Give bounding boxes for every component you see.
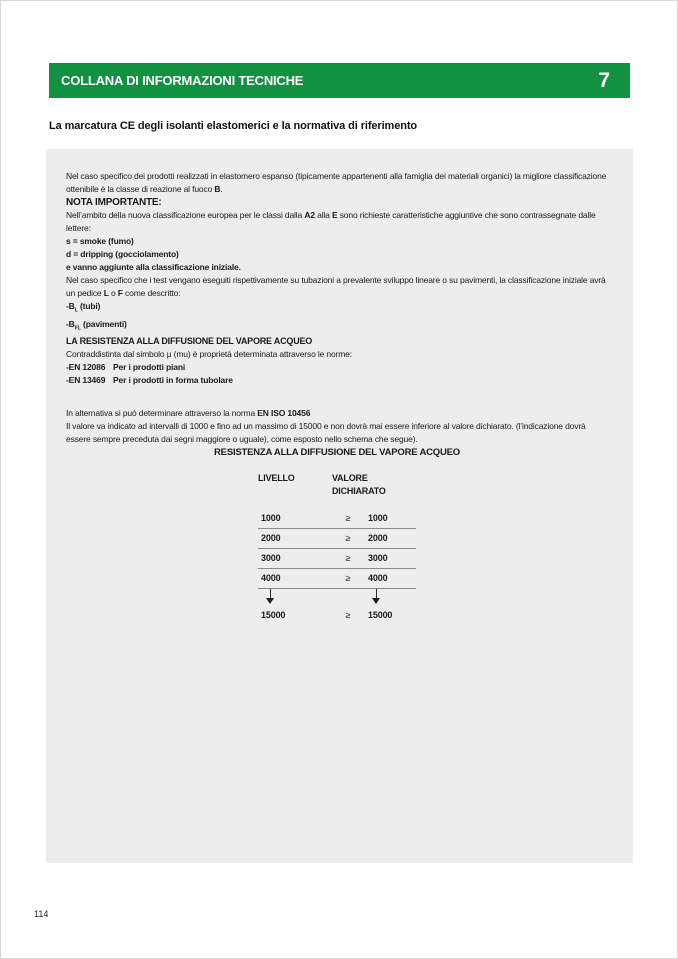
norm-code: -EN 12086 (66, 362, 106, 373)
level-cell: 2000 (261, 533, 281, 544)
paragraph-valore: Il valore va indicato ad intervalli di 1000 e fino ad un massimo di 15000 e non dovrà mai essere inferiore al valore dichiarato. (l’indicazione dovrà essere sempre preceduta dai segni maggiore o uguale), come esposto nello schema che segue). (66, 421, 586, 445)
gte-symbol: ≥ (345, 513, 351, 524)
norm-desc: Per i prodotti in forma tubolare (113, 375, 233, 386)
line-en-12086 (66, 361, 608, 374)
table-row (258, 549, 416, 569)
vapor-resistance-heading: LA RESISTENZA ALLA DIFFUSIONE DEL VAPORE ACQUEO (66, 336, 313, 347)
table-row (258, 529, 416, 549)
header-title: COLLANA DI INFORMAZIONI TECNICHE (61, 73, 304, 88)
gte-symbol: ≥ (345, 609, 351, 620)
line-smoke: s = smoke (fumo) (66, 236, 134, 246)
table-header-row (258, 472, 416, 498)
gte-symbol: ≥ (345, 533, 351, 544)
paragraph-alternativa: In alternativa si può determinare attraverso la norma EN ISO 10456 (66, 408, 311, 419)
page-number: 114 (34, 909, 49, 919)
table-row-final (258, 606, 416, 624)
column-header-livello: LIVELLO (258, 473, 295, 484)
line-en-13469 (66, 374, 608, 387)
line-bl-tubi: $-B_L$ (tubi) (66, 301, 101, 314)
value-cell: 4000 (368, 573, 388, 584)
value-cell: 3000 (368, 553, 388, 564)
paragraph-classificazione: Nell’ambito della nuova classificazione europea per le classi dalla A2 alla E sono richieste caratteristiche aggiuntive che sono contrassegnate dalle lettere: (66, 210, 596, 233)
norm-desc: Per i prodotti piani (113, 362, 186, 373)
value-cell: 15000 (368, 609, 393, 620)
level-cell: 3000 (261, 553, 281, 564)
value-cell: 1000 (368, 513, 388, 524)
gte-symbol: ≥ (345, 553, 351, 564)
level-cell: 4000 (261, 573, 281, 584)
level-cell: 15000 (261, 609, 286, 620)
schema-title: RESISTENZA ALLA DIFFUSIONE DEL VAPORE ACQUEO (214, 447, 460, 459)
continuation-arrows (258, 589, 416, 606)
column-header-valore: VALORE DICHIARATO (332, 473, 386, 497)
line-aggiunte: e vanno aggiunte alla classificazione iniziale. (66, 262, 241, 272)
paragraph-simbolo-mu: Contraddistinta dal simbolo μ (mu) è proprietà determinata attraverso le norme: (66, 349, 352, 360)
paragraph-test: Nel caso specifico che i test vengano eseguiti rispettivamente su tubazioni a prevalente sviluppo lineare o su pavimenti, la classificazione iniziale avrà un pedice L o F come descritto: (66, 275, 606, 298)
vapor-table (258, 472, 416, 624)
table-row (258, 509, 416, 529)
paragraph-elastomero: Nel caso specifico dei prodotti realizzati in elastomero espanso (tipicamente appartenenti alla famiglia dei materiali organici) la migliore classificazione ottenibile è la classe di reazione al fuoco B. (66, 171, 607, 194)
table-row (258, 569, 416, 589)
line-bfl-pavimenti: $-B_{FL}$ (pavimenti) (66, 318, 127, 332)
down-arrow-icon (372, 589, 381, 605)
content-box (46, 149, 633, 863)
level-cell: 1000 (261, 513, 281, 524)
nota-importante-heading: NOTA IMPORTANTE: (66, 197, 162, 208)
norm-code: -EN 13469 (66, 375, 106, 386)
value-cell: 2000 (368, 533, 388, 544)
gte-symbol: ≥ (345, 573, 351, 584)
doc-title: La marcatura CE degli isolanti elastomerici e la normativa di riferimento (49, 120, 418, 132)
chapter-number: 7 (598, 68, 610, 92)
down-arrow-icon (266, 589, 275, 605)
header-bar (49, 63, 630, 98)
line-dripping: d = dripping (gocciolamento) (66, 249, 179, 259)
